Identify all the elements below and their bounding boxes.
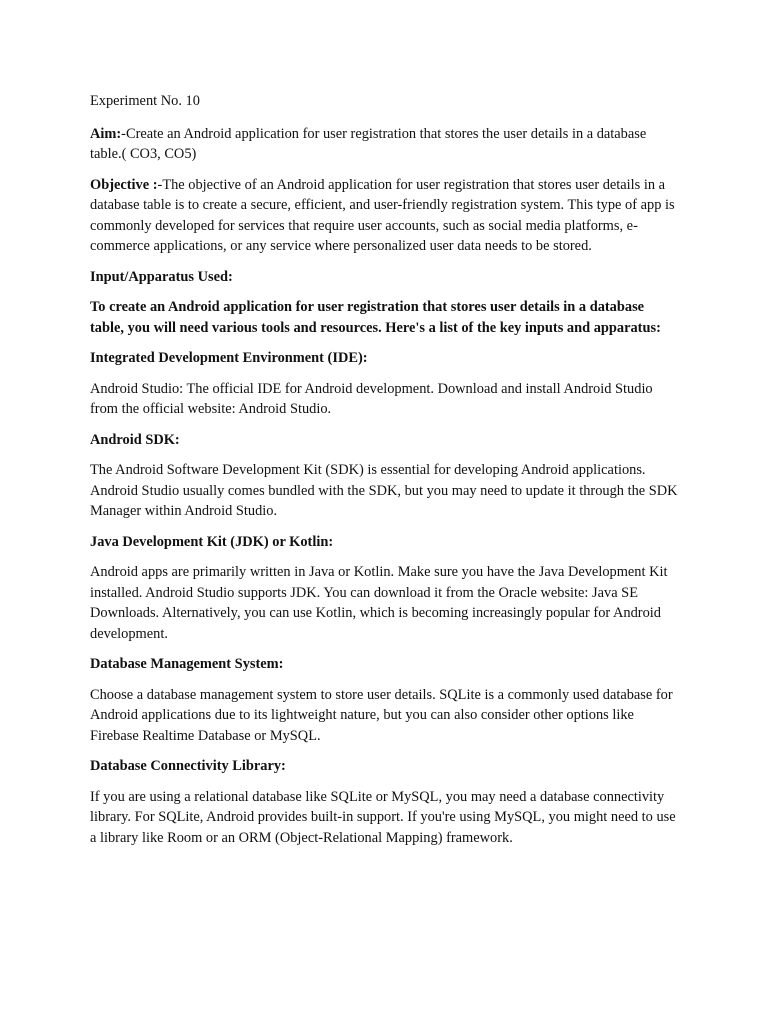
section-body-dbms: Choose a database management system to store user details. SQLite is a commonly used database for Android applications due to its lightweight nature, but you can also consider other options like Firebase Realtime Database or MySQL. — [90, 686, 673, 744]
section-heading-db-library: Database Connectivity Library: — [90, 758, 286, 774]
intro-paragraph: To create an Android application for user registration that stores user details in a database table, you will need various tools and resources. Here's a list of the key inputs and apparatus: — [90, 299, 661, 336]
section-body-jdk: Android apps are primarily written in Java or Kotlin. Make sure you have the Java Development Kit installed. Android Studio supports JDK. You can download it from the Oracle website: Java SE Downloads. Alternatively, you can use Kotlin, which is becoming increasingly popular for Android development. — [90, 564, 668, 642]
aim-paragraph — [90, 124, 678, 165]
section-heading-ide: Integrated Development Environment (IDE): — [90, 350, 368, 366]
section-body-sdk: The Android Software Development Kit (SDK) is essential for developing Android applications. Android Studio usually comes bundled with the SDK, but you may need to update it through the SDK Manager within Android Studio. — [90, 462, 678, 519]
objective-label: Objective : — [90, 176, 158, 193]
input-apparatus-heading: Input/Apparatus Used: — [90, 268, 233, 285]
section-heading-dbms: Database Management System: — [90, 656, 284, 672]
experiment-number: Experiment No. 10 — [90, 93, 200, 109]
section-heading-jdk: Java Development Kit (JDK) or Kotlin: — [90, 533, 334, 550]
aim-label: Aim: — [90, 125, 122, 142]
aim-text: -Create an Android application for user registration that stores the user details in a database table.( CO3, CO5) — [90, 125, 647, 162]
section-heading-sdk: Android SDK: — [90, 431, 180, 448]
section-body-db-library: If you are using a relational database like SQLite or MySQL, you may need a database connectivity library. For SQLite, Android provides built-in support. If you're using MySQL, you might need to use a library like Room or an ORM (Object-Relational Mapping) framework. — [90, 788, 676, 846]
objective-text: -The objective of an Android application for user registration that stores user details in a database table is to create a secure, efficient, and user-friendly registration system. This type of app is commonly developed for services that require user accounts, such as social media platforms, e-commerce applications, or any service where personalized user data needs to be stored. — [90, 176, 675, 254]
objective-paragraph — [90, 175, 678, 257]
document-page — [90, 91, 678, 858]
section-body-ide: Android Studio: The official IDE for Android development. Download and install Android Studio from the official website: Android Studio. — [90, 380, 653, 417]
